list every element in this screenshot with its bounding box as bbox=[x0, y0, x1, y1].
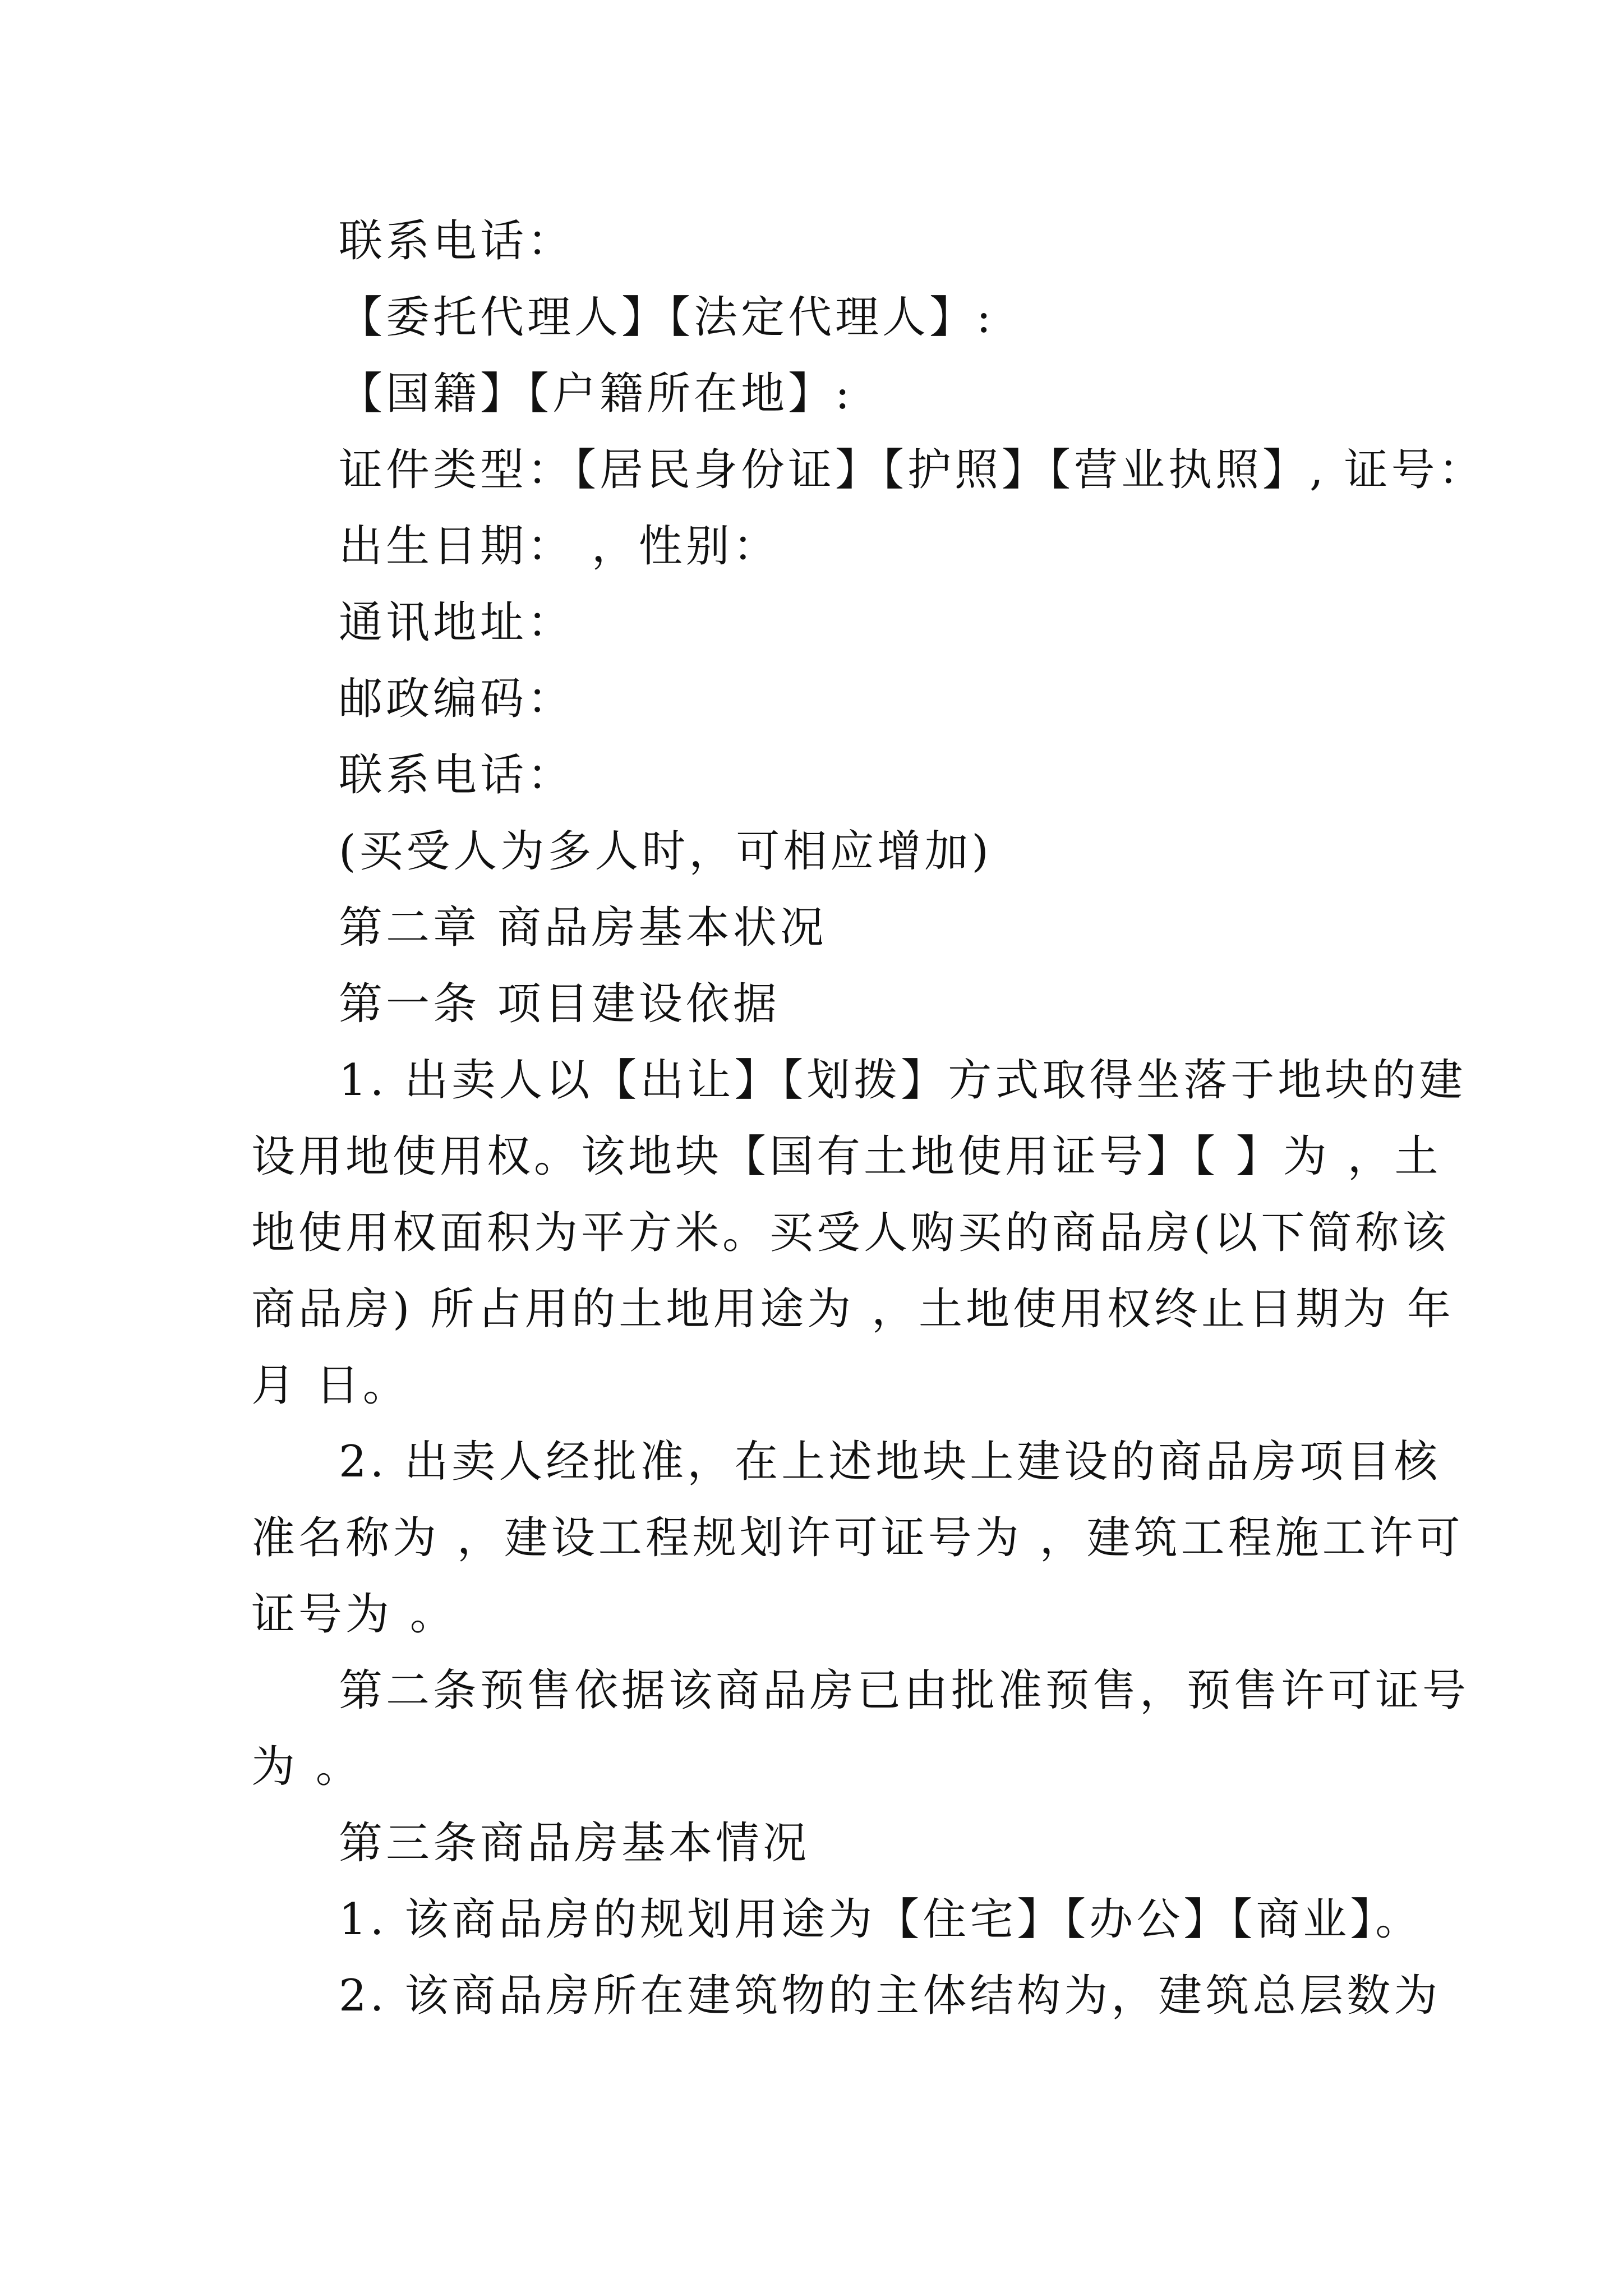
paragraph-line: 地使用权面积为平方米。买受人购买的商品房(以下简称该 bbox=[251, 1208, 1450, 1258]
paragraph-line: 准名称为 ，建设工程规划许可证号为 ，建筑工程施工许可 bbox=[251, 1513, 1464, 1563]
article-heading: 第一条 项目建设依据 bbox=[339, 979, 780, 1029]
paragraph-line: 证号为 。 bbox=[251, 1589, 457, 1640]
article-heading: 第三条商品房基本情况 bbox=[339, 1818, 810, 1869]
id-type-line: 证件类型：【居民身份证】【护照】【营业执照】, 证号： bbox=[339, 445, 1486, 495]
paragraph-line: 2. 该商品房所在建筑物的主体结构为，建筑总层数为 bbox=[339, 1971, 1441, 2021]
paragraph-line: 1. 出卖人以【出让】【划拨】方式取得坐落于地块的建 bbox=[339, 1055, 1467, 1106]
nationality-line: 【国籍】【户籍所在地】: bbox=[339, 369, 854, 419]
paragraph-line: 1. 该商品房的规划用途为【住宅】【办公】【商业】。 bbox=[339, 1894, 1423, 1945]
paragraph-line: 2. 出卖人经批准，在上述地块上建设的商品房项目核 bbox=[339, 1437, 1441, 1487]
agent-line: 【委托代理人】【法定代理人】: bbox=[339, 292, 995, 343]
paragraph-line: 商品房) 所占用的土地用途为 ，土地使用权终止日期为 年 bbox=[251, 1284, 1454, 1335]
chapter-heading: 第二章 商品房基本状况 bbox=[339, 903, 827, 953]
birth-gender-line: 出生日期： ，性别： bbox=[339, 521, 780, 572]
paragraph-line: 第二条预售依据该商品房已由批准预售，预售许可证号 bbox=[339, 1665, 1470, 1716]
contact-phone-line: 联系电话： bbox=[339, 216, 575, 266]
postal-code-line: 邮政编码： bbox=[339, 674, 575, 724]
mailing-address-line: 通讯地址： bbox=[339, 597, 575, 648]
multiple-buyers-note: (买受人为多人时，可相应增加) bbox=[339, 826, 992, 877]
paragraph-line: 为 。 bbox=[251, 1742, 363, 1792]
paragraph-line: 设用地使用权。该地块【国有土地使用证号】【 】为 ，土 bbox=[251, 1131, 1442, 1182]
paragraph-line: 月 日。 bbox=[251, 1360, 410, 1411]
contact-phone-line-2: 联系电话： bbox=[339, 750, 575, 800]
